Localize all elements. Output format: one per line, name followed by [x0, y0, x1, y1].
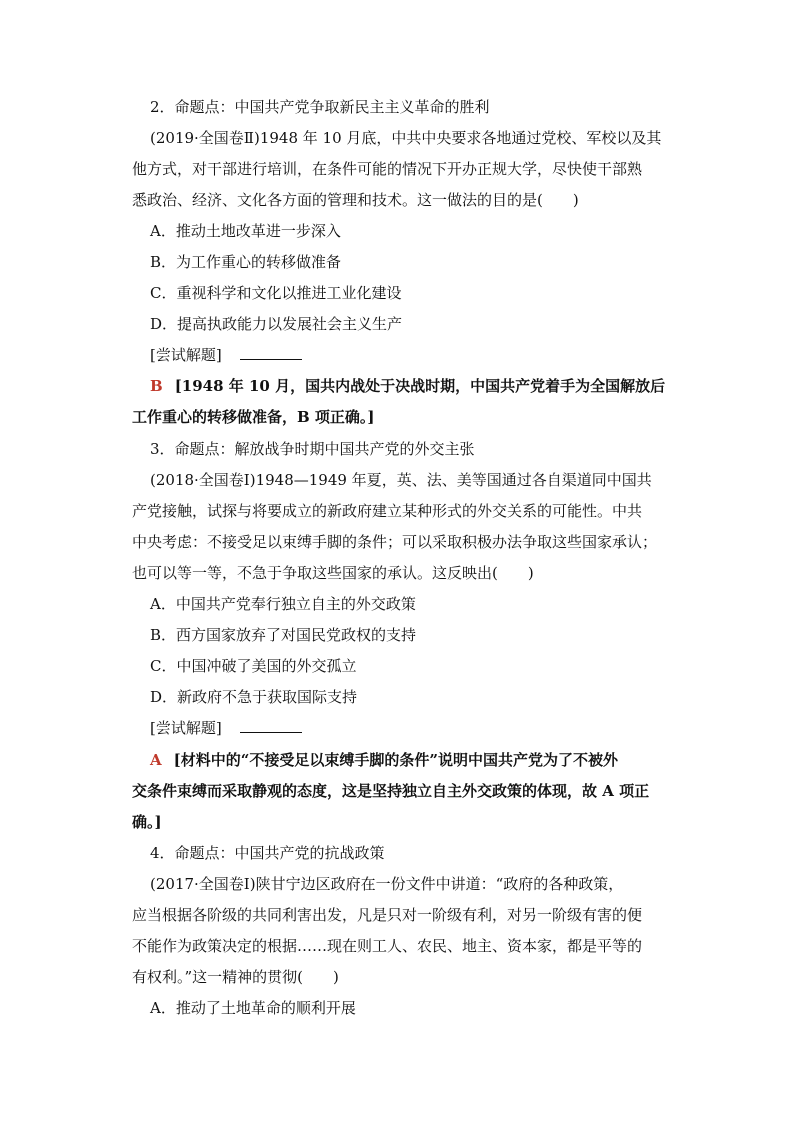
q2-answer-blank: [240, 345, 302, 360]
q4-stem-line-3: 不能作为政策决定的根据……现在则工人、农民、地主、资本家，都是平等的: [132, 937, 643, 955]
q3-answer-line-1: [150, 749, 680, 771]
q4-stem-line-2: 应当根据各阶级的共同利害出发，凡是只对一阶级有利，对另一阶级有害的便: [132, 906, 643, 924]
q3-answer-text-1: [材料中的“不接受足以束缚手脚的条件”说明中国共产党为了不被外: [173, 751, 618, 769]
q3-answer-letter: A: [150, 751, 162, 769]
q3-stem-line-2: 产党接触，试探与将要成立的新政府建立某种形式的外交关系的可能性。中共: [132, 502, 643, 520]
q3-stem-line-1: (2018·全国卷Ⅰ)1948—1949 年夏，英、法、美等国通过各自渠道同中国共: [150, 471, 652, 489]
q3-option-b: B．西方国家放弃了对国民党政权的支持: [150, 626, 417, 644]
q2-title: 2．命题点：中国共产党争取新民主主义革命的胜利: [150, 98, 490, 116]
q2-stem-line-1: (2019·全国卷Ⅱ)1948 年 10 月底，中共中央要求各地通过党校、军校以及其: [150, 129, 662, 147]
q2-stem-line-2: 他方式，对干部进行培训，在条件可能的情况下开办正规大学，尽快使干部熟: [132, 160, 643, 178]
q4-stem-line-4: 有权利。”这一精神的贯彻( ): [132, 968, 339, 986]
q2-answer-text-1: [1948 年 10 月，国共内战处于决战时期，中国共产党着手为全国解放后: [174, 377, 666, 395]
q3-answer-line-3: 确。]: [132, 813, 162, 831]
q2-try-label: [尝试解题]: [150, 346, 222, 364]
q3-stem-line-4: 也可以等一等，不急于争取这些国家的承认。这反映出( ): [132, 564, 534, 582]
q2-option-c: C．重视科学和文化以推进工业化建设: [150, 284, 402, 302]
q3-answer-line-2: 交条件束缚而采取静观的态度，这是坚持独立自主外交政策的体现，故 A 项正: [132, 782, 650, 800]
q3-try-label: [尝试解题]: [150, 719, 222, 737]
q3-option-d: D．新政府不急于获取国际支持: [150, 688, 358, 706]
q3-answer-blank: [240, 718, 302, 733]
q4-stem-line-1: (2017·全国卷Ⅰ)陕甘宁边区政府在一份文件中讲道：“政府的各种政策，: [150, 875, 624, 893]
q2-answer-letter: B: [150, 377, 163, 395]
q2-answer-line-2: 工作重心的转移做准备，B 项正确。]: [132, 408, 375, 426]
q3-stem-line-3: 中央考虑：不接受足以束缚手脚的条件；可以采取积极办法争取这些国家承认；: [132, 533, 658, 551]
q4-option-a: A．推动了土地革命的顺利开展: [150, 999, 356, 1017]
q2-answer-line-1: [150, 375, 680, 397]
q3-try-row: [150, 717, 680, 739]
q3-option-a: A．中国共产党奉行独立自主的外交政策: [150, 595, 416, 613]
q2-try-row: [150, 344, 680, 366]
q2-option-d: D．提高执政能力以发展社会主义生产: [150, 315, 403, 333]
q4-title: 4．命题点：中国共产党的抗战政策: [150, 844, 385, 862]
q2-option-a: A．推动土地改革进一步深入: [150, 222, 341, 240]
q3-title: 3．命题点：解放战争时期中国共产党的外交主张: [150, 440, 475, 458]
q2-option-b: B．为工作重心的转移做准备: [150, 253, 342, 271]
q3-option-c: C．中国冲破了美国的外交孤立: [150, 657, 357, 675]
q2-stem-line-3: 悉政治、经济、文化各方面的管理和技术。这一做法的目的是( ): [132, 191, 579, 209]
